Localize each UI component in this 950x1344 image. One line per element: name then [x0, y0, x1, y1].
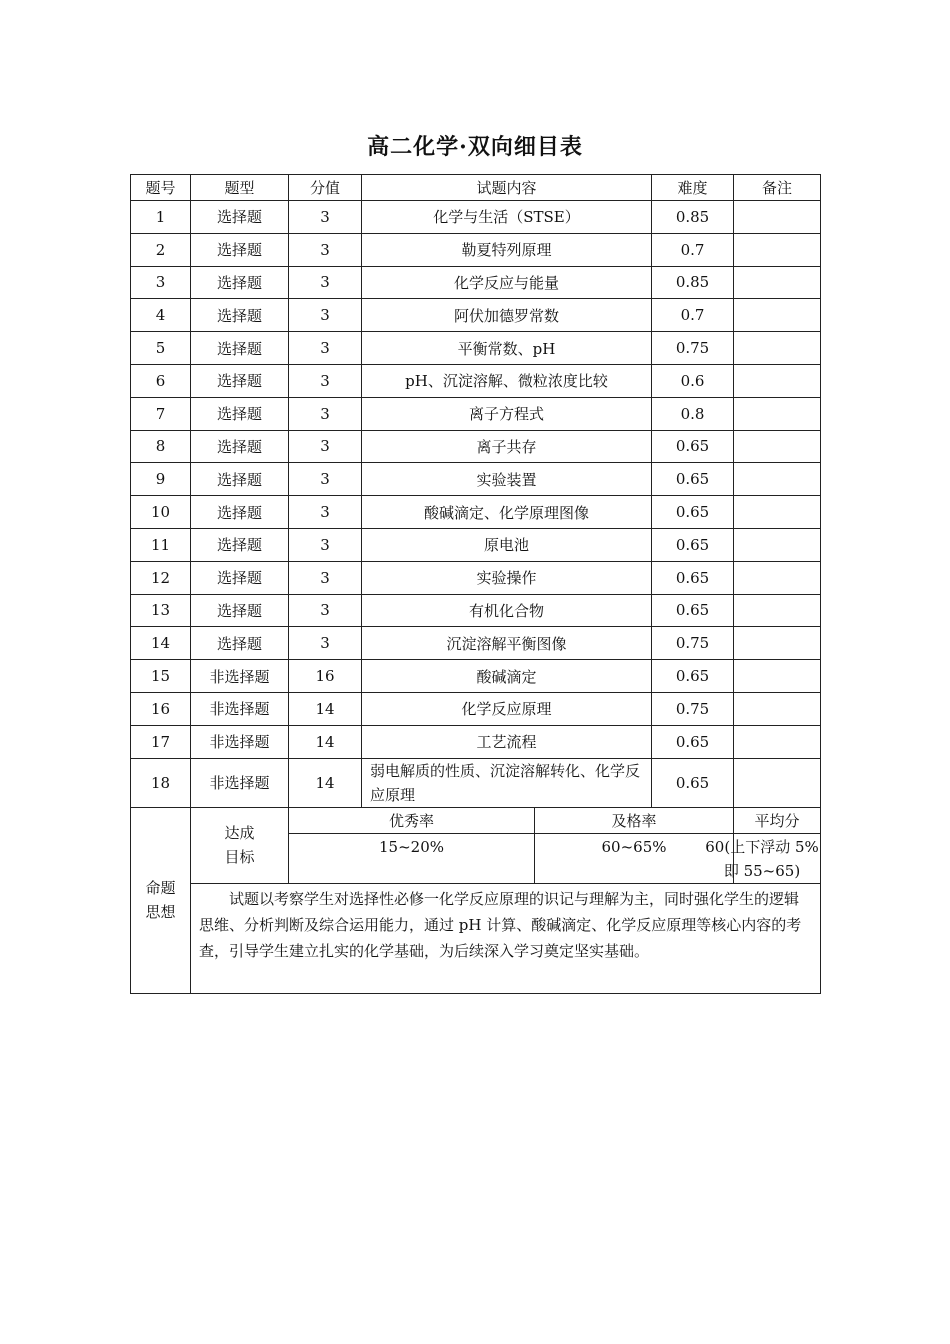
row-remarks: [734, 496, 821, 529]
row-content: 离子共存: [362, 430, 652, 463]
row-type: 非选择题: [191, 660, 289, 693]
row-type: 选择题: [191, 463, 289, 496]
row-type: 选择题: [191, 496, 289, 529]
row-difficulty: 0.75: [652, 692, 734, 725]
header-difficulty: 难度: [652, 175, 734, 201]
row-score: 3: [289, 233, 362, 266]
row-number: 13: [131, 594, 191, 627]
row-content: 平衡常数、pH: [362, 332, 652, 365]
row-type: 非选择题: [191, 725, 289, 758]
row-score: 3: [289, 266, 362, 299]
average-value: [705, 833, 821, 883]
row-remarks: [734, 201, 821, 234]
row-difficulty: 0.65: [652, 594, 734, 627]
row-remarks: [734, 528, 821, 561]
row-content: 原电池: [362, 528, 652, 561]
row-number: 4: [131, 299, 191, 332]
row-remarks: [734, 233, 821, 266]
row-content: pH、沉淀溶解、微粒浓度比较: [362, 364, 652, 397]
table-row: [131, 364, 821, 397]
row-remarks: [734, 627, 821, 660]
row-number: 17: [131, 725, 191, 758]
excellent-value: 15~20%: [289, 833, 535, 883]
row-remarks: [734, 758, 821, 807]
header-type: 题型: [191, 175, 289, 201]
row-remarks: [734, 397, 821, 430]
row-remarks: [734, 332, 821, 365]
row-difficulty: 0.65: [652, 561, 734, 594]
row-score: 3: [289, 201, 362, 234]
row-type: 选择题: [191, 561, 289, 594]
design-idea-text: 试题以考察学生对选择性必修一化学反应原理的识记与理解为主，同时强化学生的逻辑思维、分析判断及综合运用能力，通过 pH 计算、酸碱滴定、化学反应原理等核心内容的考查，引导学生建立扎实的化学基础，为后续深入学习奠定坚实基础。: [191, 883, 821, 993]
row-score: 3: [289, 561, 362, 594]
table-row: [131, 528, 821, 561]
pass-label: 及格率: [535, 807, 734, 833]
row-type: 选择题: [191, 299, 289, 332]
excellent-label: 优秀率: [289, 807, 535, 833]
row-difficulty: 0.6: [652, 364, 734, 397]
row-difficulty: 0.65: [652, 660, 734, 693]
row-remarks: [734, 660, 821, 693]
row-score: 3: [289, 463, 362, 496]
goal-label-cell: [191, 807, 289, 883]
row-score: 3: [289, 627, 362, 660]
average-value-line1: 60(上下浮动 5%: [705, 837, 819, 856]
header-content: 试题内容: [362, 175, 652, 201]
row-number: 6: [131, 364, 191, 397]
row-content: 离子方程式: [362, 397, 652, 430]
row-difficulty: 0.65: [652, 758, 734, 807]
spec-table: [130, 174, 821, 994]
row-difficulty: 0.65: [652, 496, 734, 529]
table-row: [131, 332, 821, 365]
row-difficulty: 0.85: [652, 201, 734, 234]
row-type: 选择题: [191, 397, 289, 430]
row-difficulty: 0.85: [652, 266, 734, 299]
row-type: 选择题: [191, 627, 289, 660]
row-type: 选择题: [191, 594, 289, 627]
row-number: 1: [131, 201, 191, 234]
row-score: 3: [289, 364, 362, 397]
row-type: 选择题: [191, 528, 289, 561]
table-row: [131, 692, 821, 725]
average-label: 平均分: [734, 807, 821, 833]
design-label-cell: [131, 807, 191, 993]
row-content: 有机化合物: [362, 594, 652, 627]
table-body: [131, 201, 821, 808]
row-content: 阿伏加德罗常数: [362, 299, 652, 332]
table-row: [131, 299, 821, 332]
row-difficulty: 0.65: [652, 463, 734, 496]
table-row: [131, 233, 821, 266]
row-number: 2: [131, 233, 191, 266]
table-row: [131, 266, 821, 299]
average-value-line2: 即 55~65): [723, 861, 801, 880]
row-number: 16: [131, 692, 191, 725]
row-score: 3: [289, 528, 362, 561]
row-content: 酸碱滴定: [362, 660, 652, 693]
row-score: 3: [289, 332, 362, 365]
table-row: [131, 397, 821, 430]
table-row: [131, 561, 821, 594]
table-row: [131, 594, 821, 627]
row-score: 14: [289, 725, 362, 758]
row-number: 8: [131, 430, 191, 463]
row-type: 非选择题: [191, 692, 289, 725]
row-content: 化学反应原理: [362, 692, 652, 725]
row-content: 化学与生活（STSE）: [362, 201, 652, 234]
row-type: 选择题: [191, 266, 289, 299]
row-score: 14: [289, 758, 362, 807]
table-row: [131, 725, 821, 758]
row-number: 3: [131, 266, 191, 299]
row-score: 3: [289, 430, 362, 463]
design-section: [131, 807, 821, 993]
row-content: 化学反应与能量: [362, 266, 652, 299]
row-score: 3: [289, 299, 362, 332]
row-remarks: [734, 364, 821, 397]
row-difficulty: 0.65: [652, 528, 734, 561]
row-remarks: [734, 594, 821, 627]
row-remarks: [734, 725, 821, 758]
row-difficulty: 0.7: [652, 299, 734, 332]
row-score: 16: [289, 660, 362, 693]
table-row: [131, 430, 821, 463]
row-difficulty: 0.8: [652, 397, 734, 430]
table-row: [131, 463, 821, 496]
row-difficulty: 0.65: [652, 430, 734, 463]
row-remarks: [734, 692, 821, 725]
row-number: 11: [131, 528, 191, 561]
row-remarks: [734, 266, 821, 299]
row-content: 沉淀溶解平衡图像: [362, 627, 652, 660]
row-difficulty: 0.75: [652, 332, 734, 365]
row-remarks: [734, 299, 821, 332]
row-type: 非选择题: [191, 758, 289, 807]
row-type: 选择题: [191, 233, 289, 266]
header-number: 题号: [131, 175, 191, 201]
table-row: [131, 758, 821, 807]
row-number: 9: [131, 463, 191, 496]
row-type: 选择题: [191, 332, 289, 365]
row-content: 勒夏特列原理: [362, 233, 652, 266]
row-content: 工艺流程: [362, 725, 652, 758]
pass-value: 60~65%: [535, 833, 734, 883]
row-score: 3: [289, 397, 362, 430]
row-remarks: [734, 561, 821, 594]
row-number: 14: [131, 627, 191, 660]
table-row: [131, 627, 821, 660]
row-score: 3: [289, 496, 362, 529]
table-row: [131, 660, 821, 693]
row-type: 选择题: [191, 201, 289, 234]
header-remarks: 备注: [734, 175, 821, 201]
header-row: [131, 175, 821, 201]
row-content: 实验装置: [362, 463, 652, 496]
row-number: 18: [131, 758, 191, 807]
table-row: [131, 496, 821, 529]
row-score: 14: [289, 692, 362, 725]
page-title: 高二化学·双向细目表: [367, 134, 583, 160]
row-content: 实验操作: [362, 561, 652, 594]
row-number: 12: [131, 561, 191, 594]
row-type: 选择题: [191, 364, 289, 397]
row-type: 选择题: [191, 430, 289, 463]
design-label: 命题思想: [145, 879, 176, 922]
row-content: 弱电解质的性质、沉淀溶解转化、化学反应原理: [362, 758, 652, 807]
row-content: 酸碱滴定、化学原理图像: [362, 496, 652, 529]
row-difficulty: 0.65: [652, 725, 734, 758]
table-row: [131, 201, 821, 234]
row-score: 3: [289, 594, 362, 627]
row-number: 7: [131, 397, 191, 430]
row-number: 5: [131, 332, 191, 365]
row-remarks: [734, 463, 821, 496]
row-number: 15: [131, 660, 191, 693]
goal-label: 达成目标: [224, 824, 255, 867]
header-score: 分值: [289, 175, 362, 201]
row-difficulty: 0.75: [652, 627, 734, 660]
row-number: 10: [131, 496, 191, 529]
row-difficulty: 0.7: [652, 233, 734, 266]
row-remarks: [734, 430, 821, 463]
